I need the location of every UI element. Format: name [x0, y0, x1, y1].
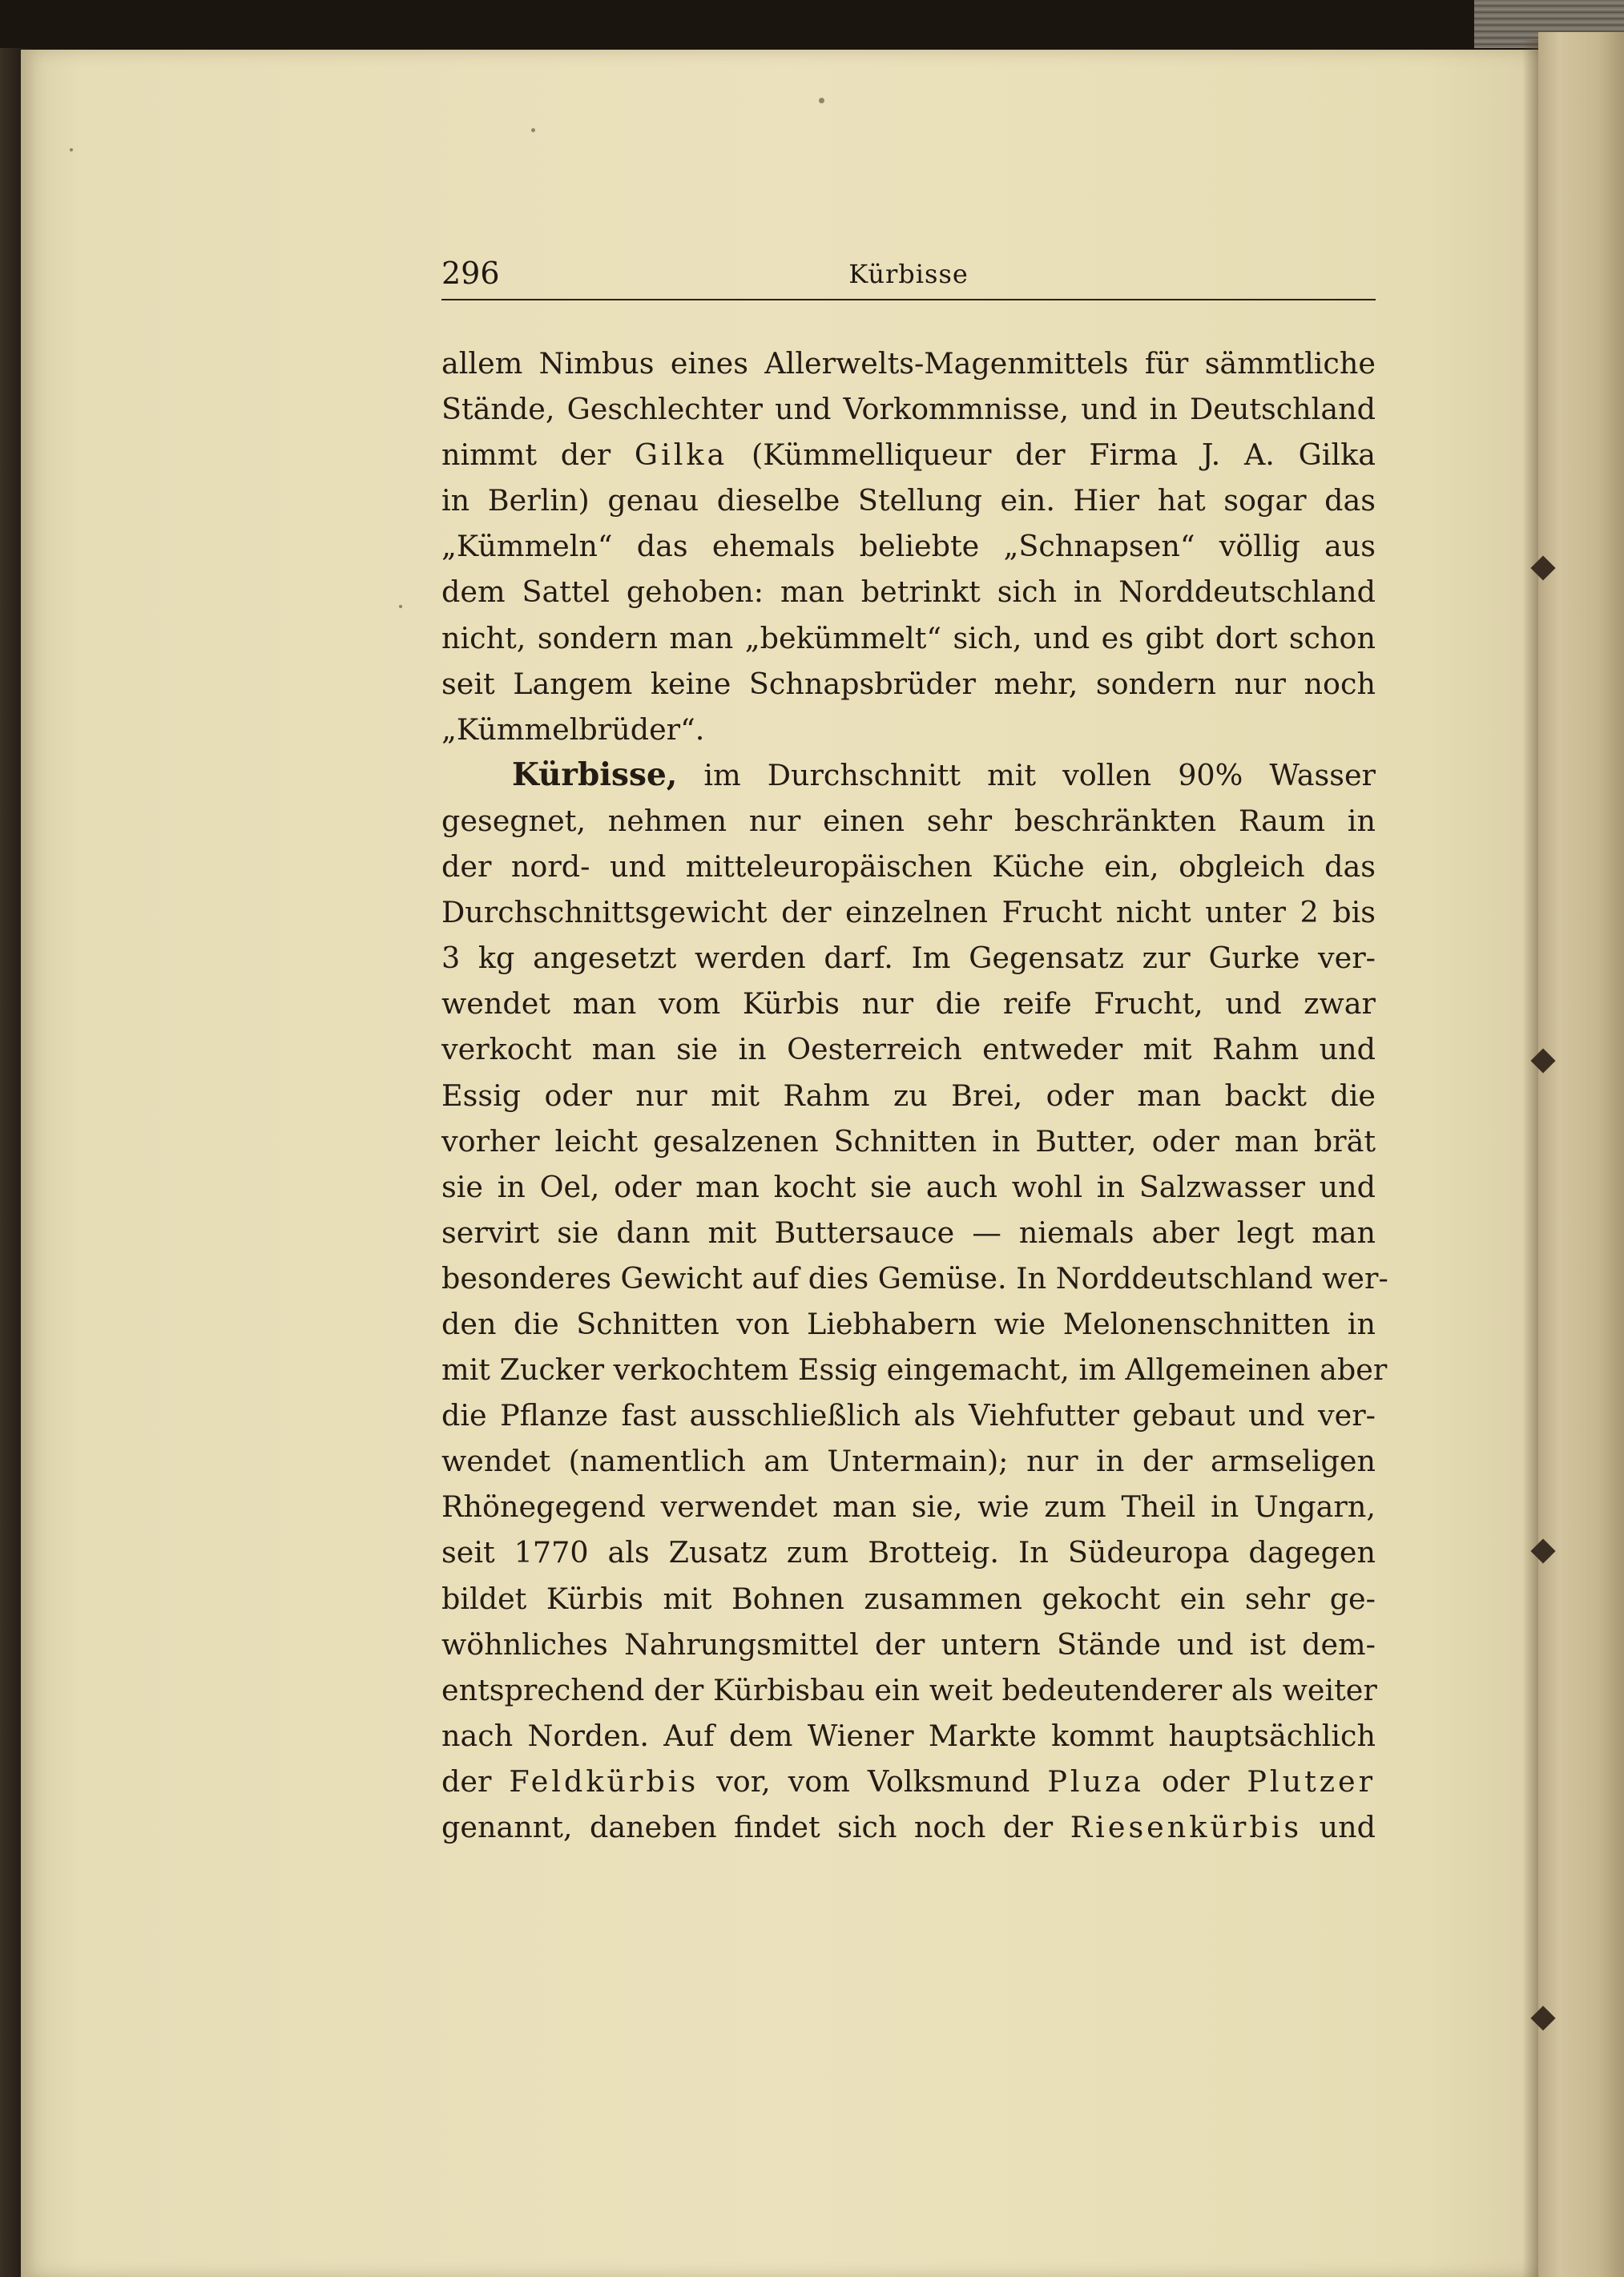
- text-line: 3 kg angesetzt werden darf. Im Gegensatz zur Gurke ver-: [441, 941, 1376, 976]
- text-line: seit Langem keine Schnapsbrüder mehr, sondern nur noch: [441, 666, 1376, 701]
- text-line: Stände, Geschlechter und Vorkommnisse, und in Deutschland: [441, 392, 1376, 427]
- page-header: [441, 251, 1376, 300]
- spaced-term: Riesenkürbis: [1070, 1810, 1303, 1844]
- text-segment: vor, vom Volksmund: [716, 1763, 1030, 1799]
- text-line: servirt sie dann mit Buttersauce — niemals aber legt man: [441, 1215, 1376, 1250]
- paper-speck: [819, 98, 824, 103]
- text-line: [441, 752, 1376, 798]
- spaced-term: Plutzer: [1247, 1763, 1376, 1799]
- text-line: bildet Kürbis mit Bohnen zusammen gekocht ein sehr ge-: [441, 1581, 1376, 1616]
- text-line: „Kümmeln“ das ehemals beliebte „Schnapsen“ völlig aus: [441, 529, 1376, 564]
- text-line: seit 1770 als Zusatz zum Brotteig. In Südeuropa dagegen: [441, 1535, 1376, 1570]
- text-line: Essig oder nur mit Rahm zu Brei, oder man backt die: [441, 1078, 1376, 1113]
- text-line: Durchschnittsgewicht der einzelnen Frucht nicht unter 2 bis: [441, 895, 1376, 930]
- text-line: nicht, sondern man „bekümmelt“ sich, und es gibt dort schon: [441, 620, 1376, 655]
- text-line: entsprechend der Kürbisbau ein weit bedeutenderer als weiter: [441, 1672, 1377, 1707]
- text-segment: (Kümmelliqueur der Firma J. A. Gilka: [727, 437, 1376, 473]
- text-line: allem Nimbus eines Allerwelts-Magenmittels für sämmtliche: [441, 346, 1376, 381]
- text-line: der nord- und mitteleuropäischen Küche ein, obgleich das: [441, 849, 1376, 885]
- text-line: nach Norden. Auf dem Wiener Markte kommt hauptsächlich: [441, 1718, 1376, 1753]
- text-line: dem Sattel gehoben: man betrinkt sich in Norddeutschland: [441, 574, 1376, 610]
- text-line: [441, 1759, 1376, 1804]
- text-line: die Pflanze fast ausschließlich als Viehfutter gebaut und ver-: [441, 1398, 1376, 1433]
- text-line: vorher leicht gesalzenen Schnitten in Butter, oder man brät: [441, 1123, 1376, 1159]
- text-segment: oder: [1162, 1763, 1230, 1799]
- text-line: verkocht man sie in Oesterreich entweder mit Rahm und: [441, 1032, 1376, 1067]
- body-text: [441, 341, 1388, 1850]
- running-title: Kürbisse: [848, 259, 969, 289]
- next-page-edge: [1538, 32, 1624, 2277]
- text-line: [441, 1804, 1376, 1850]
- text-line: den die Schnitten von Liebhabern wie Melonenschnitten in: [441, 1306, 1376, 1341]
- text-segment: der: [441, 1763, 492, 1799]
- text-line: Rhönegegend verwendet man sie, wie zum Theil in Ungarn,: [441, 1489, 1376, 1525]
- spaced-term: Gilka: [634, 437, 728, 473]
- text-line: mit Zucker verkochtem Essig eingemacht, im Allgemeinen aber: [441, 1352, 1388, 1388]
- paper-speck: [399, 605, 402, 608]
- text-line: wendet man vom Kürbis nur die reife Frucht, und zwar: [441, 986, 1376, 1022]
- page-number: 296: [441, 256, 500, 291]
- entry-headword: Kürbisse,: [512, 756, 678, 793]
- text-line: gesegnet, nehmen nur einen sehr beschränkten Raum in: [441, 803, 1376, 838]
- text-segment: im Durchschnitt mit vollen 90% Wasser: [703, 757, 1376, 792]
- text-line: in Berlin) genau dieselbe Stellung ein. Hier hat sogar das: [441, 483, 1376, 518]
- paper-speck: [70, 148, 73, 151]
- text-line: wendet (namentlich am Untermain); nur in der armseligen: [441, 1444, 1376, 1479]
- text-segment: nimmt der: [441, 437, 635, 473]
- text-line: „Kümmelbrüder“.: [441, 711, 705, 747]
- text-segment: genannt, daneben findet sich noch der: [441, 1810, 1054, 1844]
- text-line: [441, 432, 1376, 478]
- spaced-term: Feldkürbis: [509, 1763, 699, 1799]
- text-line: wöhnliches Nahrungsmittel der untern Stände und ist dem-: [441, 1626, 1376, 1662]
- spaced-term: Pluza: [1047, 1763, 1145, 1799]
- text-line: sie in Oel, oder man kocht sie auch wohl in Salzwasser und: [441, 1169, 1376, 1204]
- paper-speck: [531, 128, 535, 132]
- text-segment: und: [1319, 1810, 1376, 1844]
- text-line: besonderes Gewicht auf dies Gemüse. In Norddeutschland wer-: [441, 1260, 1388, 1296]
